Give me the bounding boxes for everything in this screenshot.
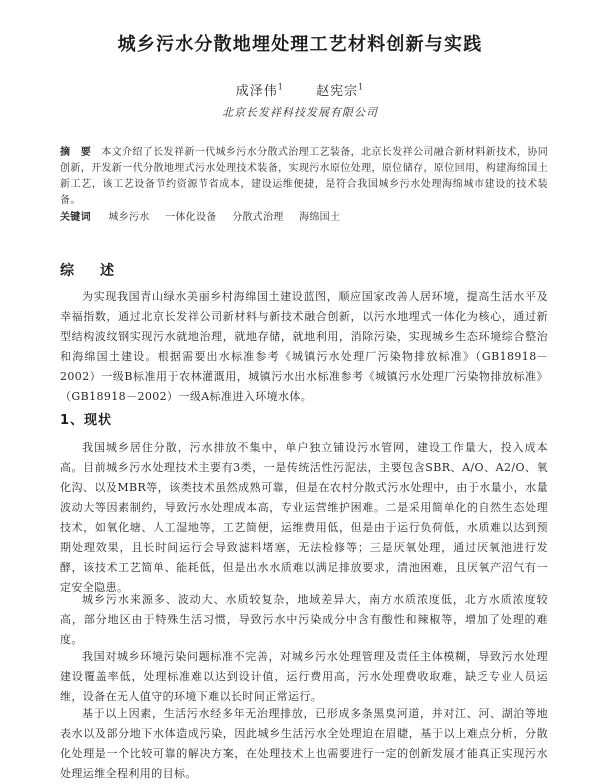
status-paragraph: 城乡污水来源多、波动大、水质较复杂，地域差异大，南方水质浓度低，北方水质浓度较高，部分地区由于特殊生活习惯，导致污水中污染成分中含有酸性和辣椒等，增加了处理的难度。 xyxy=(60,593,548,646)
author-name: 成泽伟 xyxy=(235,84,278,99)
author-affil-mark: 1 xyxy=(277,82,284,92)
section-heading-status: 1、现状 xyxy=(60,413,113,428)
abstract-label: 摘 要 xyxy=(60,147,92,158)
author-name: 赵宪宗 xyxy=(316,84,359,99)
status-paragraph: 基于以上因素，生活污水经多年无治理排放，已形成多条黑臭河道，并对江、河、湖泊等地表水以及部分地下水体造成污染，因此城乡生活污水全处理迫在眉睫，基于以上难点分析，分散化处理是一个比较可靠的解决方案，在处理技术上也需要进行一定的创新发展才能真正实现污水处理运维全程利用的目标。 xyxy=(60,707,548,780)
keywords-label: 关键词 xyxy=(60,212,91,223)
author-line xyxy=(0,80,600,99)
paper-title: 城乡污水分散地埋处理工艺材料创新与实践 xyxy=(117,34,483,55)
abstract-text: 本文介绍了长发祥新一代城乡污水分散式治理工艺装备，北京长发祥公司融合新材料新技术，协同创新，开发新一代分散地埋式污水处理技术装备，实现污水原位处理，原位储存，原位回用，构建海绵国土新工艺，该工艺设备节约资源节省成本，建设运维便捷，是符合我国城乡污水处理海绵城市建设的技术装备。 xyxy=(60,147,548,206)
author-affil-mark: 1 xyxy=(358,82,365,92)
keywords xyxy=(60,210,548,226)
keyword: 一体化设备 xyxy=(165,212,217,223)
section-heading-overview: 综 述 xyxy=(60,263,120,279)
affiliation: 北京长发祥科技发展有限公司 xyxy=(222,106,378,119)
overview-paragraph: 为实现我国青山绿水美丽乡村海绵国土建设蓝图，顺应国家改善人居环境，提高生活水平及幸福指数，通过北京长发祥公司新材料与新技术融合创新，以污水地埋式一体化为核心，通过新型结构波纹钢实现污水就地治理，就地存储，就地利用，消除污染，实现城乡生态环境综合整治和海绵国土建设。根据需要出水标准参考《城镇污水处理厂污染物排放标准》（GB18918－2002）一级B标准用于农林灌溉用，城镇污水出水标准参考《城镇污水处理厂污染物排放标准》（GB18918－2002）一级A标准进入环境水体。 xyxy=(60,290,548,403)
status-paragraph: 我国城乡居住分散，污水排放不集中，单户独立铺设污水管网，建设工作量大，投入成本高。目前城乡污水处理技术主要有3类，一是传统活性污泥法，主要包含SBR、A/O、A2/O、氧化沟、以及MBR等，该类技术虽然成熟可靠，但是在农村分散式污水处理中，由于水量小，水量波动大等因素制约，导致污水处理成本高，专业运营维护困难。二是采用简单化的自然生态处理技术，如氧化塘、人工湿地等，工艺简便，运维费用低，但是由于运行负荷低，水质难以达到预期处理效果，且长时间运行会导致滤料堵塞，无法检修等；三是厌氧处理，通过厌氧池进行发酵，该技术工艺简单、能耗低，但是出水水质难以满足排放要求，清池困难，且厌氧产沼气有一定安全隐患。 xyxy=(60,441,548,594)
abstract xyxy=(60,145,548,209)
keyword: 城乡污水 xyxy=(108,212,150,223)
status-paragraph: 我国对城乡环境污染问题标准不完善，对城乡污水处理管理及责任主体模糊，导致污水处理建设覆盖率低，处理标准难以达到设计值，运行费用高，污水处理费收取难，缺乏专业人员运维，设备在无人值守的环境下难以长时间正常运行。 xyxy=(60,650,548,703)
keyword: 海绵国土 xyxy=(299,212,341,223)
keyword: 分散式治理 xyxy=(232,212,284,223)
